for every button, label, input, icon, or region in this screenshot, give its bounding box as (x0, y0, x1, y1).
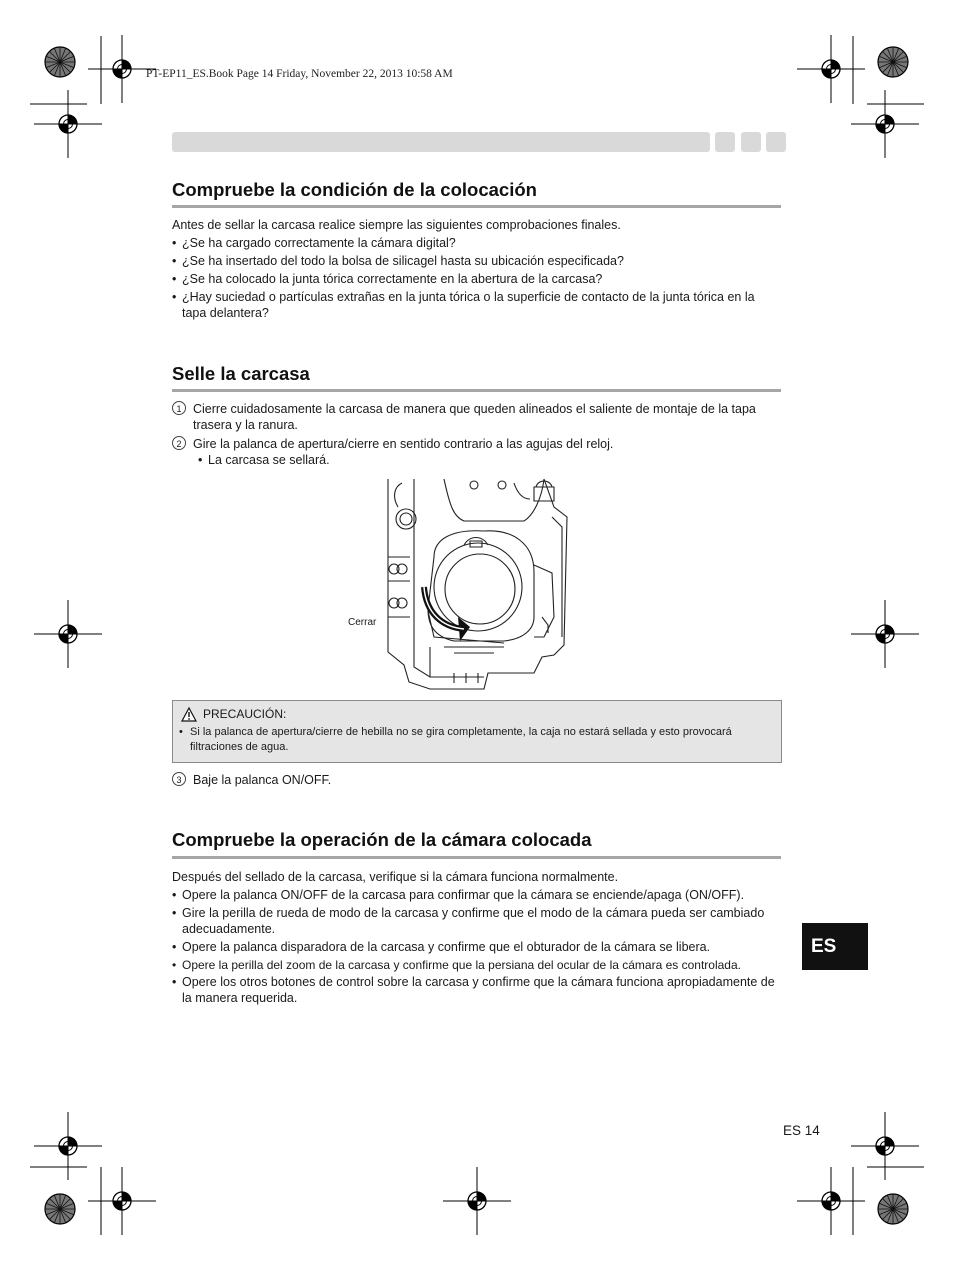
book-header-line: PT-EP11_ES.Book Page 14 Friday, November 22, 2013 10:58 AM (146, 68, 453, 80)
top-gray-box (766, 132, 786, 152)
warning-icon (181, 707, 197, 722)
step-number: 2 (172, 436, 186, 450)
step-text: Cierre cuidadosamente la carcasa de manera que queden alineados el saliente de montaje de la tapa trasera y la ranura. (193, 402, 756, 432)
step-number: 3 (172, 772, 186, 786)
section-intro: Antes de sellar la carcasa realice siempre las siguientes comprobaciones finales. (172, 218, 621, 232)
caution-text: Si la palanca de apertura/cierre de hebilla no se gira completamente, la caja no estará sellada y esto provocará filtraciones de agua. (190, 726, 732, 753)
language-tab: ES (802, 923, 868, 970)
step-text: Baje la palanca ON/OFF. (193, 773, 332, 787)
page-number: ES 14 (783, 1123, 820, 1138)
top-gray-bar (172, 132, 710, 152)
housing-illustration (384, 477, 574, 691)
step-text: Gire la palanca de apertura/cierre en sentido contrario a las agujas del reloj. (193, 437, 614, 451)
section-rule (172, 205, 781, 208)
section-title: Compruebe la condición de la colocación (172, 179, 537, 200)
figure-label: Cerrar (348, 617, 377, 628)
section-title: Selle la carcasa (172, 363, 310, 384)
caution-box (172, 700, 782, 763)
section-rule (172, 389, 781, 392)
step-number: 1 (172, 401, 186, 415)
section-title: Compruebe la operación de la cámara colocada (172, 829, 592, 850)
section-rule (172, 856, 781, 859)
section-intro: Después del sellado de la carcasa, verifique si la cámara funciona normalmente. (172, 870, 619, 884)
top-gray-box (741, 132, 761, 152)
top-gray-box (715, 132, 735, 152)
caution-bullet-dot: • (179, 726, 183, 738)
caution-title: PRECAUCIÓN: (203, 707, 287, 721)
